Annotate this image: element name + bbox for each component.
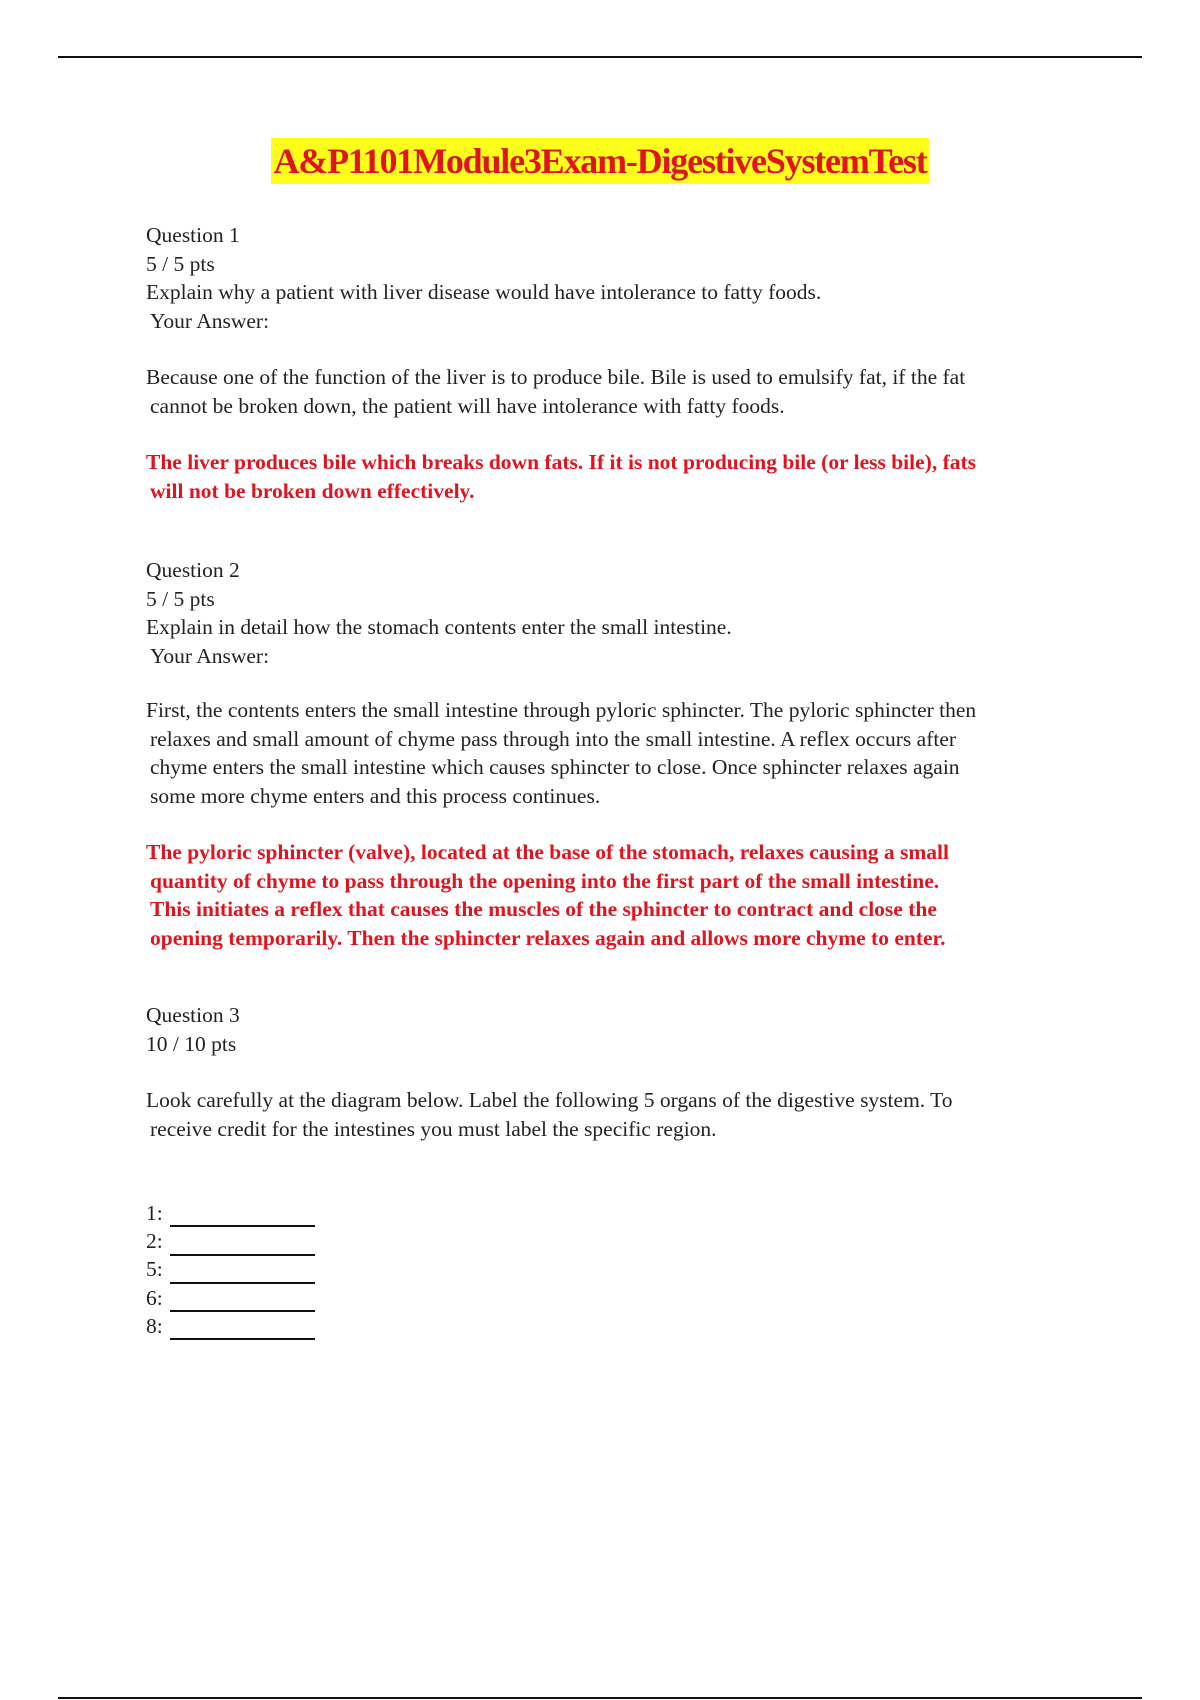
- question-prompt: Look carefully at the diagram below. Label the following 5 organs of the digestive system. To: [146, 1088, 953, 1112]
- question-points: 10 / 10 pts: [146, 1031, 237, 1056]
- your-answer-label: Your Answer:: [150, 308, 270, 333]
- answer-line: First, the contents enters the small intestine through pyloric sphincter. The pyloric sphincter then: [146, 698, 977, 722]
- question-prompt: Explain why a patient with liver disease would have intolerance to fatty foods.: [146, 280, 822, 304]
- key-line: The liver produces bile which breaks down fats. If it is not producing bile (or less bile), fats: [146, 450, 977, 474]
- label-blanks: [146, 1199, 1076, 1340]
- answer-key: [146, 448, 1076, 505]
- question-1: [146, 221, 1076, 505]
- blank-line: [170, 1234, 315, 1256]
- answer-key: [146, 838, 1076, 952]
- bottom-rule: [58, 1697, 1142, 1699]
- blank-row: [146, 1312, 1076, 1340]
- key-line: will not be broken down effectively.: [150, 478, 475, 503]
- blank-row: [146, 1227, 1076, 1255]
- blank-row: [146, 1199, 1076, 1227]
- blank-row: [146, 1284, 1076, 1312]
- key-line: opening temporarily. Then the sphincter relaxes again and allows more chyme to enter.: [150, 925, 946, 950]
- question-label: Question 3: [146, 1003, 240, 1027]
- answer-line: chyme enters the small intestine which causes sphincter to close. Once sphincter relaxes again: [150, 755, 960, 779]
- question-points: 5 / 5 pts: [146, 586, 215, 611]
- student-answer: [146, 363, 1076, 420]
- key-line: This initiates a reflex that causes the muscles of the sphincter to contract and close the: [150, 897, 937, 921]
- blank-line: [170, 1205, 315, 1227]
- answer-line: cannot be broken down, the patient will have intolerance with fatty foods.: [150, 393, 785, 418]
- top-rule: [58, 56, 1142, 58]
- question-prompt: Explain in detail how the stomach contents enter the small intestine.: [146, 615, 732, 639]
- blank-label: 6:: [146, 1285, 163, 1310]
- answer-line: relaxes and small amount of chyme pass through into the small intestine. A reflex occurs after: [150, 726, 957, 751]
- answer-line: some more chyme enters and this process continues.: [150, 783, 601, 808]
- question-2: [146, 556, 1076, 952]
- blank-line: [170, 1318, 315, 1340]
- blank-label: 1:: [146, 1200, 163, 1225]
- blank-label: 8:: [146, 1313, 163, 1338]
- question-3: [146, 1001, 1076, 1340]
- your-answer-label: Your Answer:: [150, 643, 270, 668]
- question-label: Question 2: [146, 558, 240, 582]
- key-line: The pyloric sphincter (valve), located at the base of the stomach, relaxes causing a small: [146, 840, 949, 864]
- student-answer: [146, 696, 1076, 810]
- question-points: 5 / 5 pts: [146, 251, 215, 276]
- question-prompt: receive credit for the intestines you must label the specific region.: [150, 1116, 717, 1141]
- blank-label: 2:: [146, 1229, 163, 1254]
- title-block: [0, 138, 1200, 184]
- blank-line: [170, 1290, 315, 1312]
- question-label: Question 1: [146, 223, 240, 247]
- blank-row: [146, 1256, 1076, 1284]
- blank-line: [170, 1262, 315, 1284]
- answer-line: Because one of the function of the liver is to produce bile. Bile is used to emulsify fat, if the fat: [146, 365, 966, 389]
- blank-label: 5:: [146, 1257, 163, 1282]
- document-title: A&P1101Module3Exam-DigestiveSystemTest: [271, 138, 928, 184]
- key-line: quantity of chyme to pass through the opening into the first part of the small intestine.: [150, 868, 940, 893]
